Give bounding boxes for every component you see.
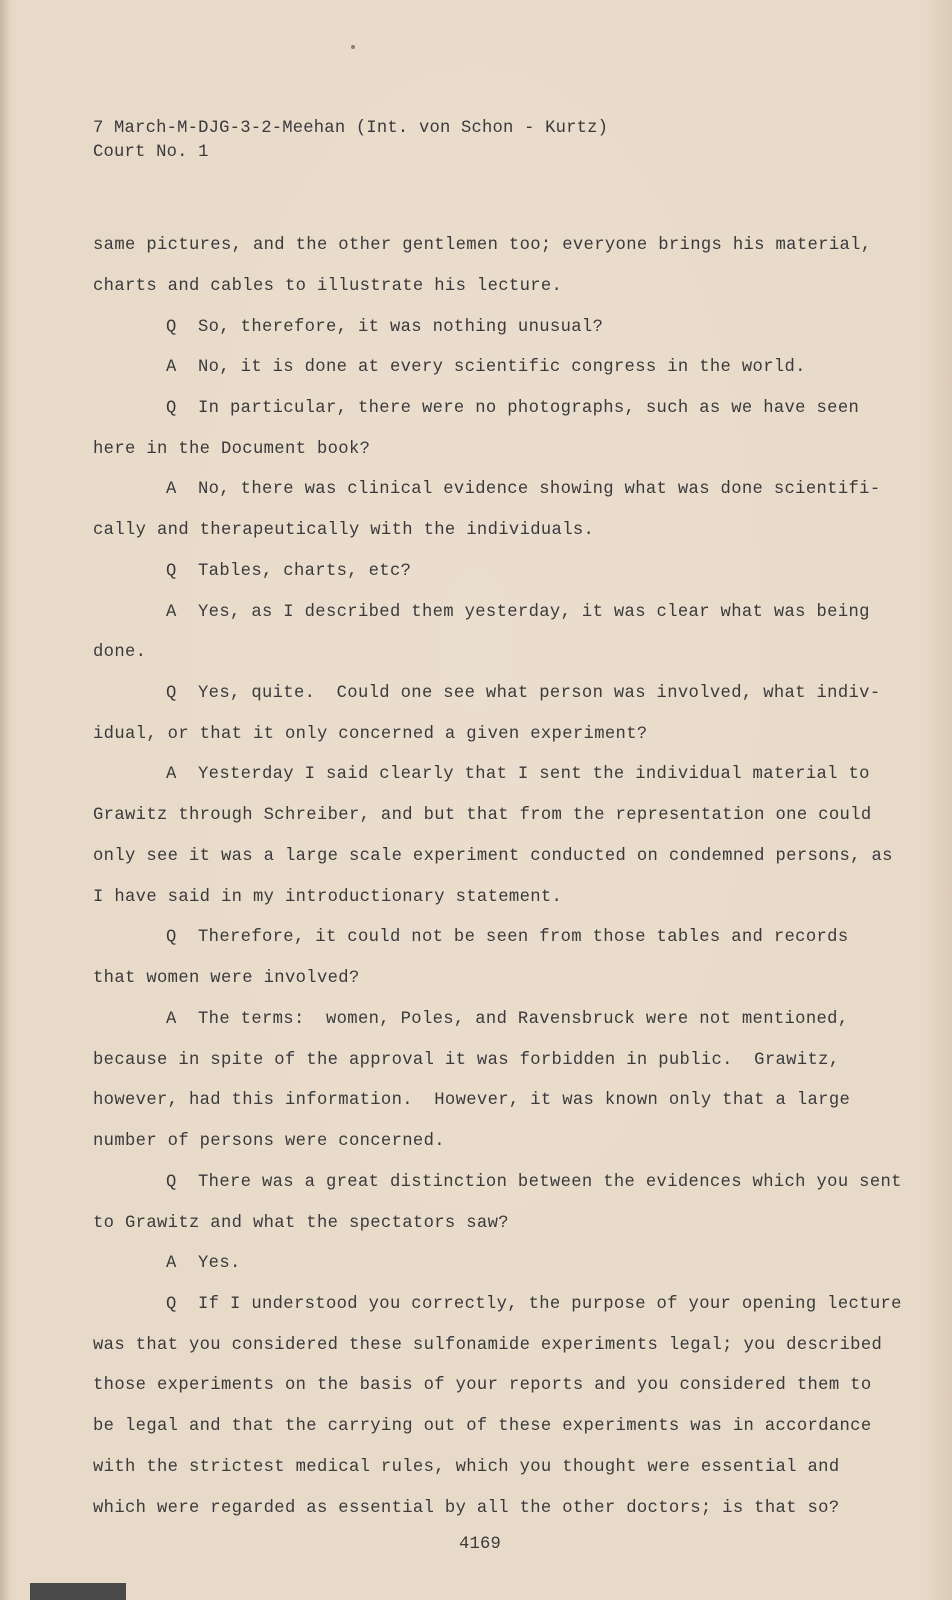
tape-strip [30, 1583, 126, 1600]
transcript-line: same pictures, and the other gentlemen too; everyone brings his material, [93, 236, 872, 255]
transcript-line: idual, or that it only concerned a given experiment? [93, 725, 648, 744]
document-header [93, 117, 608, 165]
transcript-line: to Grawitz and what the spectators saw? [93, 1214, 509, 1233]
paper-speck [351, 45, 355, 49]
transcript-line: because in spite of the approval it was forbidden in public. Grawitz, [93, 1051, 840, 1070]
transcript-line: A Yes. [166, 1254, 241, 1273]
transcript-line: that women were involved? [93, 969, 360, 988]
transcript-line: A No, there was clinical evidence showing what was done scientifi- [166, 480, 881, 499]
transcript-line: Q So, therefore, it was nothing unusual? [166, 318, 604, 337]
transcript-line: Q Yes, quite. Could one see what person was involved, what indiv- [166, 684, 881, 703]
transcript-line: A No, it is done at every scientific congress in the world. [166, 358, 806, 377]
transcript-line: charts and cables to illustrate his lecture. [93, 277, 563, 296]
transcript-line: with the strictest medical rules, which you thought were essential and [93, 1458, 840, 1477]
transcript-line: be legal and that the carrying out of these experiments was in accordance [93, 1417, 872, 1436]
transcript-line: number of persons were concerned. [93, 1132, 445, 1151]
page-edge-shadow [0, 0, 10, 1600]
transcript-line: Q There was a great distinction between the evidences which you sent [166, 1173, 902, 1192]
transcript-line: A The terms: women, Poles, and Ravensbruck were not mentioned, [166, 1010, 849, 1029]
transcript-line: I have said in my introductionary statement. [93, 888, 563, 907]
transcript-line: A Yes, as I described them yesterday, it was clear what was being [166, 603, 870, 622]
transcript-line: Q Tables, charts, etc? [166, 562, 412, 581]
transcript-line: was that you considered these sulfonamide experiments legal; you described [93, 1336, 883, 1355]
transcript-line: however, had this information. However, it was known only that a large [93, 1091, 851, 1110]
transcript-line: Q In particular, there were no photographs, such as we have seen [166, 399, 860, 418]
transcript-line: which were regarded as essential by all the other doctors; is that so? [93, 1499, 840, 1518]
transcript-line: Grawitz through Schreiber, and but that from the representation one could [93, 806, 872, 825]
transcript-line: only see it was a large scale experiment conducted on condemned persons, as [93, 847, 893, 866]
page-number: 4169 [459, 1535, 502, 1554]
transcript-line: those experiments on the basis of your reports and you considered them to [93, 1376, 872, 1395]
transcript-line: Q If I understood you correctly, the purpose of your opening lecture [166, 1295, 902, 1314]
header-court-line: Court No. 1 [93, 143, 209, 162]
header-session-line: 7 March-M-DJG-3-2-Meehan (Int. von Schon - Kurtz) [93, 119, 609, 138]
transcript-line: here in the Document book? [93, 440, 371, 459]
transcript-line: Q Therefore, it could not be seen from those tables and records [166, 928, 849, 947]
transcript-line: cally and therapeutically with the individuals. [93, 521, 595, 540]
transcript-line: A Yesterday I said clearly that I sent the individual material to [166, 765, 870, 784]
transcript-line: done. [93, 643, 147, 662]
